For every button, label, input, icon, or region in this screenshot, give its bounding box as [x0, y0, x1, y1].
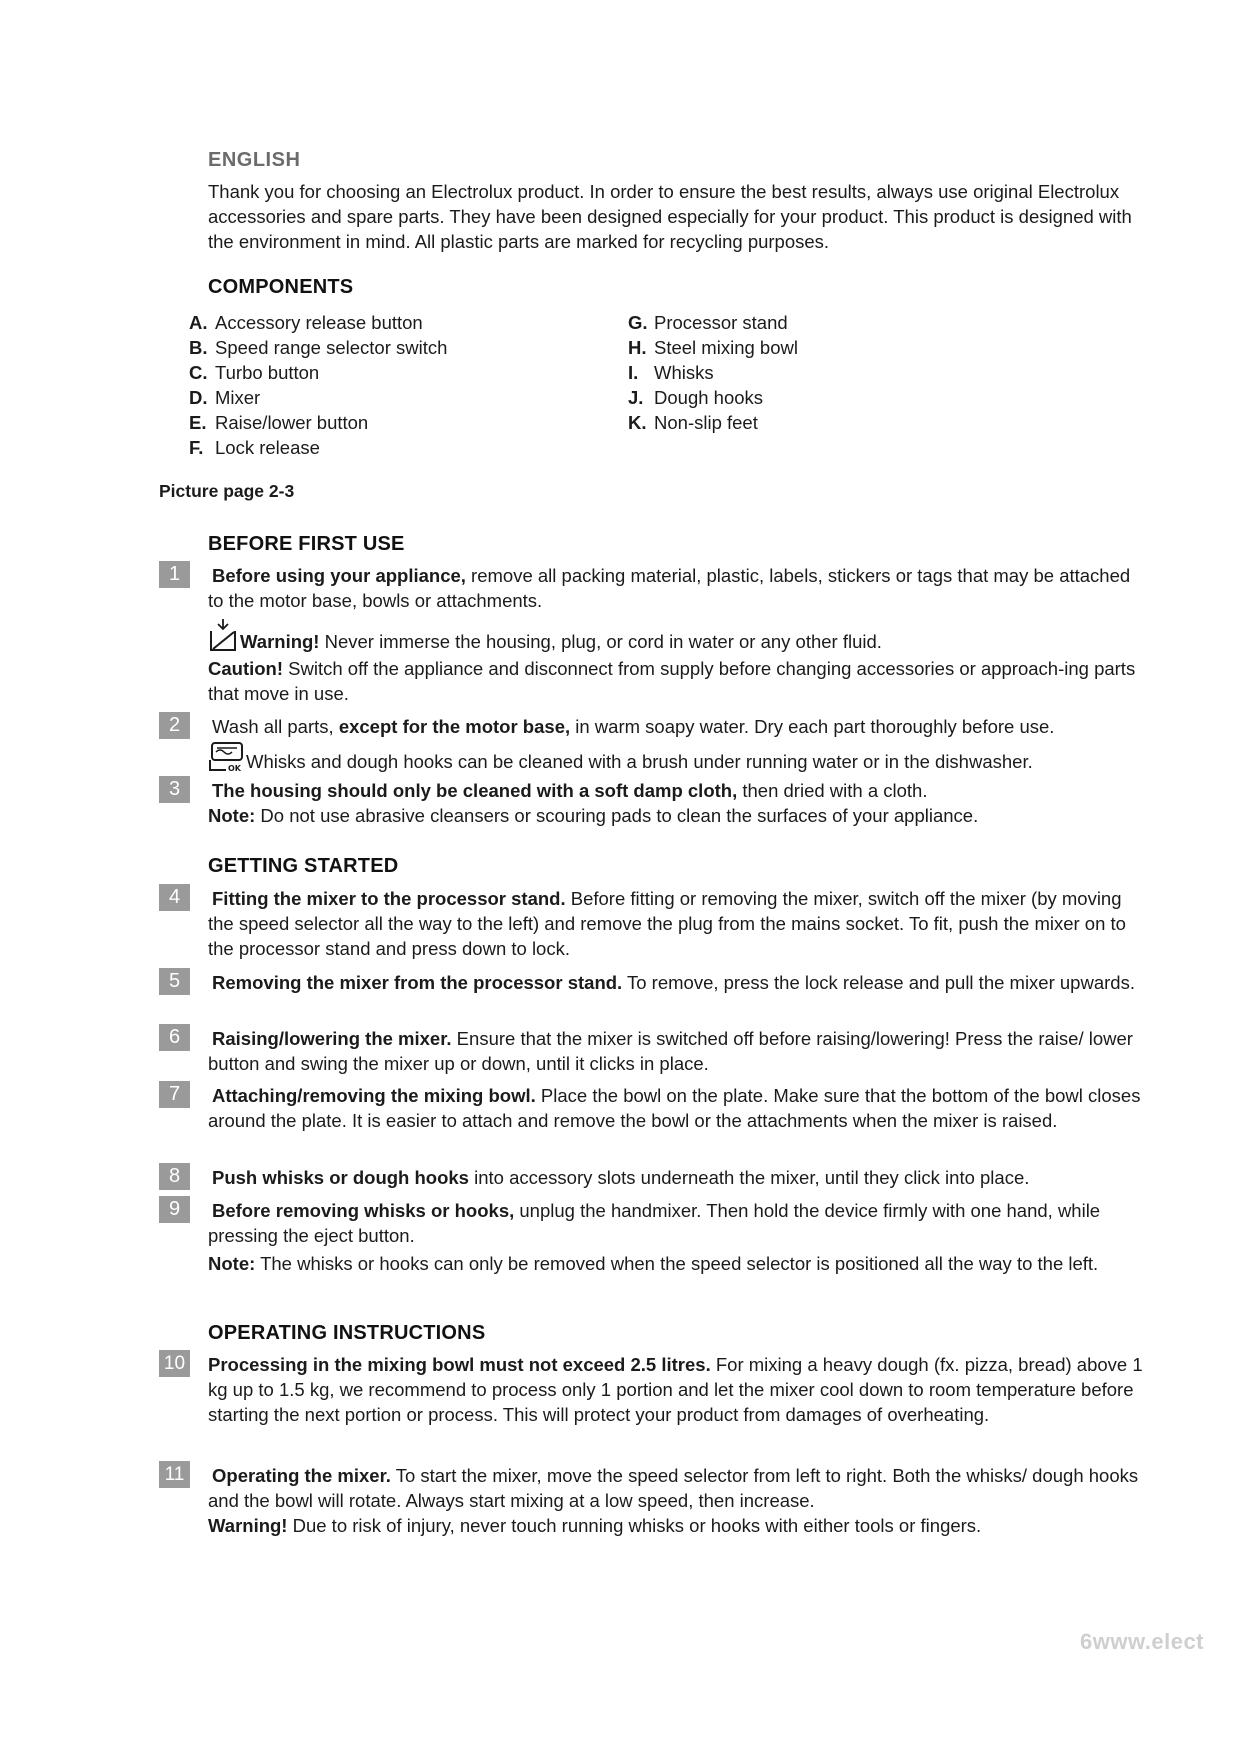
step-number-1: 1 — [159, 561, 190, 588]
step-10-text: Processing in the mixing bowl must not exceed 2.5 litres. For mixing a heavy dough (fx. pizza, bread) above 1 kg up to 1.5 kg, we recommend to process only 1 portion and let the mixer cool down to room temperature before starting the next portion or process. This will protect your product from damages of overheating. — [208, 1354, 1143, 1425]
components-heading: COMPONENTS — [208, 276, 354, 298]
step-2-text: Wash all parts, except for the motor base, in warm soapy water. Dry each part thoroughly before use. — [212, 716, 1055, 737]
components-left-list — [189, 310, 447, 460]
step-number-3: 3 — [159, 776, 190, 803]
step-1-text: Before using your appliance, remove all packing material, plastic, labels, stickers or tags that may be attached to the motor base, bowls or attachments. — [208, 565, 1131, 611]
component-item: J. Dough hooks — [628, 387, 764, 408]
step-number-10: 10 — [159, 1350, 190, 1377]
dishwasher-ok-icon — [208, 742, 244, 778]
step-4-text: Fitting the mixer to the processor stand. Before fitting or removing the mixer, switch off the mixer (by moving the speed selector all the way to the left) and remove the plug from the mains socket. To fit, push the mixer on to the processor stand and press down to lock. — [208, 888, 1126, 959]
no-immerse-icon — [208, 618, 238, 658]
step-number-11: 11 — [159, 1461, 190, 1488]
component-item: G. Processor stand — [628, 312, 788, 333]
step-number-8: 8 — [159, 1163, 190, 1190]
svg-text:OK: OK — [228, 764, 241, 772]
components-right-list — [628, 310, 798, 435]
step-9-text: Before removing whisks or hooks, unplug the handmixer. Then hold the device firmly with one hand, while pressing the eject button. — [208, 1200, 1101, 1246]
footer-watermark: 6www.elect — [1080, 1629, 1205, 1654]
language-heading: ENGLISH — [208, 149, 301, 171]
note-paragraph-2: Note: The whisks or hooks can only be removed when the speed selector is positioned all the way to the left. — [208, 1253, 1099, 1274]
step-6-text: Raising/lowering the mixer. Ensure that the mixer is switched off before raising/lowering! Press the raise/ lower button and swing the mixer up or down, until it clicks in place. — [208, 1028, 1133, 1074]
picture-reference: Picture page 2-3 — [159, 481, 295, 501]
dishwasher-paragraph: OK Whisks and dough hooks can be cleaned with a brush under running water or in the dishwasher. — [208, 742, 1143, 778]
component-item: I. Whisks — [628, 362, 714, 383]
component-item: B. Speed range selector switch — [189, 337, 448, 358]
step-3-text: The housing should only be cleaned with a soft damp cloth, then dried with a cloth. — [212, 780, 928, 801]
step-number-6: 6 — [159, 1024, 190, 1051]
step-number-9: 9 — [159, 1196, 190, 1223]
component-item: A. Accessory release button — [189, 312, 423, 333]
component-item: E. Raise/lower button — [189, 412, 369, 433]
step-8-text: Push whisks or dough hooks into accessory slots underneath the mixer, until they click into place. — [212, 1167, 1030, 1188]
step-number-4: 4 — [159, 884, 190, 911]
step-11-text: Operating the mixer. To start the mixer, move the speed selector from left to right. Both the whisks/ dough hooks and the bowl will rotate. Always start mixing at a low speed, then increase. — [208, 1465, 1139, 1511]
step-number-5: 5 — [159, 968, 190, 995]
warning-paragraph: Warning! Never immerse the housing, plug, or cord in water or any other fluid. — [208, 618, 1143, 658]
operating-heading: OPERATING INSTRUCTIONS — [208, 1322, 486, 1344]
step-7-text: Attaching/removing the mixing bowl. Place the bowl on the plate. Make sure that the bottom of the bowl closes around the plate. It is easier to attach and remove the bowl or the attachments when the mixer is raised. — [208, 1085, 1141, 1131]
step-number-2: 2 — [159, 712, 190, 739]
intro-paragraph: Thank you for choosing an Electrolux product. In order to ensure the best results, always use original Electrolux accessories and spare parts. They have been designed especially for your product. This product is designed with the environment in mind. All plastic parts are marked for recycling purposes. — [208, 181, 1132, 252]
caution-paragraph: Caution! Switch off the appliance and disconnect from supply before changing accessories or approach-ing parts that move in use. — [208, 658, 1136, 704]
component-item: C. Turbo button — [189, 362, 320, 383]
component-item: F. Lock release — [189, 437, 320, 458]
step-5-text: Removing the mixer from the processor stand. To remove, press the lock release and pull the mixer upwards. — [212, 972, 1135, 993]
before-first-use-heading: BEFORE FIRST USE — [208, 533, 405, 555]
getting-started-heading: GETTING STARTED — [208, 855, 399, 877]
component-item: H. Steel mixing bowl — [628, 337, 798, 358]
component-item: K. Non-slip feet — [628, 412, 758, 433]
warning-paragraph-2: Warning! Due to risk of injury, never touch running whisks or hooks with either tools or fingers. — [208, 1515, 982, 1536]
step-number-7: 7 — [159, 1081, 190, 1108]
note-paragraph: Note: Do not use abrasive cleansers or scouring pads to clean the surfaces of your appliance. — [208, 805, 979, 826]
component-item: D. Mixer — [189, 387, 261, 408]
